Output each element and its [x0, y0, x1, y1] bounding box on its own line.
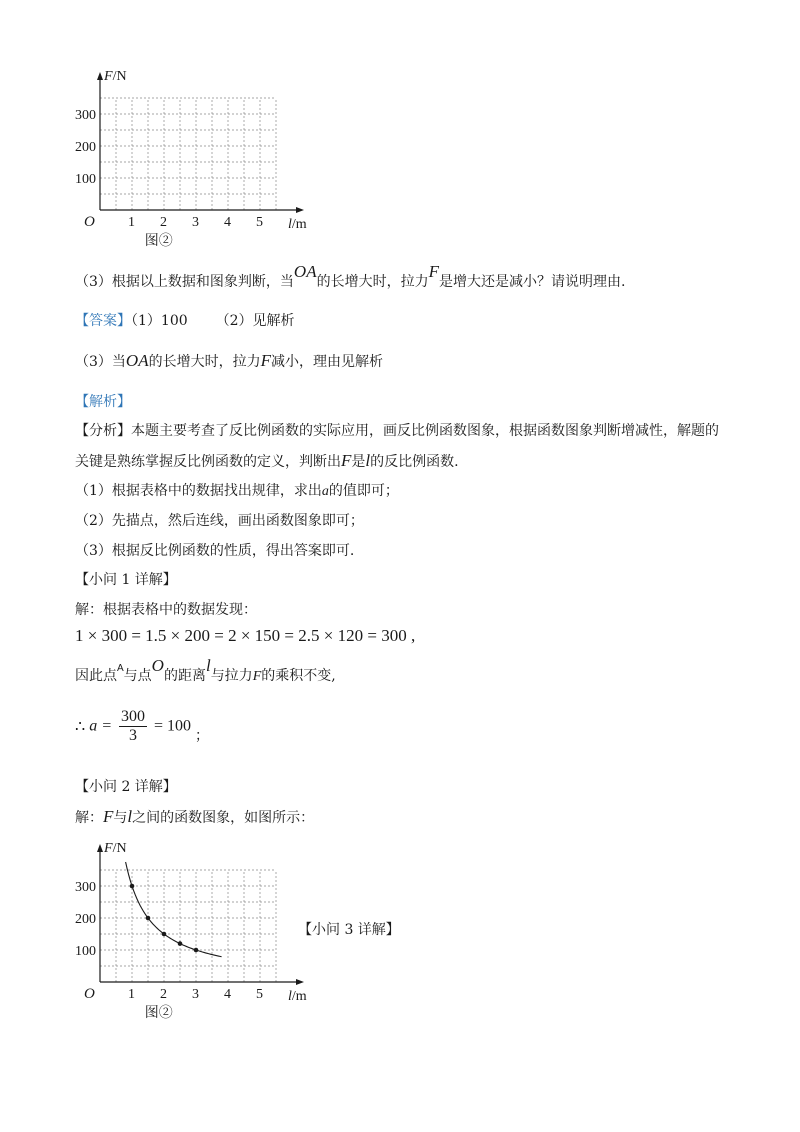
x-tick-label: 2: [160, 215, 167, 230]
sub2-line: 解：F与l之间的函数图象，如图所示：: [75, 807, 315, 826]
analysis-step-3: （3）根据反比例函数的性质，得出答案即可.: [75, 543, 355, 559]
origin-label: O: [84, 986, 95, 1002]
y-tick-label: 300: [75, 108, 96, 123]
y-axis-label: F/N: [104, 841, 127, 856]
x-tick-label: 5: [256, 215, 263, 230]
origin-label: O: [84, 214, 95, 230]
analysis-line-1: 【分析】本题主要考查了反比例函数的实际应用，画反比例函数图象，根据函数图象判断增减性，解题的: [75, 423, 719, 439]
sub1-line-1: 解：根据表格中的数据发现：: [75, 602, 257, 618]
data-point: [194, 948, 199, 953]
sub2-title: 【小问 2 详解】: [75, 779, 177, 795]
y-tick-label: 200: [75, 140, 96, 155]
x-tick-label: 4: [224, 215, 231, 230]
y-tick-label: 300: [75, 880, 96, 895]
data-point: [130, 884, 135, 889]
analysis-step-1: （1）根据表格中的数据找出规律，求出a的值即可；: [75, 483, 399, 499]
analysis-line-2: 关键是熟练掌握反比例函数的定义，判断出F是l的反比例函数.: [75, 451, 459, 470]
x-tick-label: 4: [224, 987, 231, 1002]
x-tick-label: 5: [256, 987, 263, 1002]
x-axis-arrow: [296, 979, 304, 985]
empty-grid-chart: [60, 60, 320, 250]
x-tick-label: 1: [128, 987, 135, 1002]
y-axis-arrow: [97, 72, 103, 80]
function-curve: [126, 862, 222, 957]
x-axis-label: l/m: [288, 989, 307, 1004]
y-tick-label: 100: [75, 172, 96, 187]
answer-tag: 【答案】: [75, 313, 131, 329]
jiexi-tag: 【解析】: [75, 394, 131, 410]
reciprocal-function-chart: [60, 832, 320, 1022]
sub1-result: ∴ a = $\frac{300}{3}$ = 100 ；: [75, 708, 210, 744]
y-axis-label: F/N: [104, 69, 127, 84]
y-tick-label: 100: [75, 944, 96, 959]
sub1-equation: 1 × 300 = 1.5 × 200 = 2 × 150 = 2.5 × 120 = 300 ,: [75, 626, 416, 645]
data-point: [146, 916, 151, 921]
figure-caption: 图②: [144, 234, 173, 249]
data-point: [162, 932, 167, 937]
x-axis-label: l/m: [288, 217, 307, 232]
figure-caption: 图②: [144, 1006, 173, 1021]
x-axis-arrow: [296, 207, 304, 213]
y-axis-arrow: [97, 844, 103, 852]
fraction: $\frac{300}{3}$: [120, 708, 145, 744]
answer-part3: （3）当OA的长增大时，拉力F减小，理由见解析: [75, 351, 383, 370]
sub1-line-3: 因此点$^A$与点O的距离l与拉力F的乘积不变,: [75, 656, 336, 684]
x-tick-label: 1: [128, 215, 135, 230]
question-3: （3）根据以上数据和图象判断，当OA的长增大时，拉力F是增大还是减小？请说明理由.: [75, 262, 626, 290]
x-tick-label: 3: [192, 987, 199, 1002]
y-tick-label: 200: [75, 912, 96, 927]
data-point: [178, 941, 183, 946]
x-tick-label: 3: [192, 215, 199, 230]
answer-line: 【答案】（1）100 （2）见解析: [75, 313, 295, 329]
sub1-title: 【小问 1 详解】: [75, 572, 177, 588]
x-tick-label: 2: [160, 987, 167, 1002]
sub3-title: 【小问 3 详解】: [298, 922, 400, 938]
analysis-step-2: （2）先描点，然后连线，画出函数图象即可；: [75, 513, 364, 529]
